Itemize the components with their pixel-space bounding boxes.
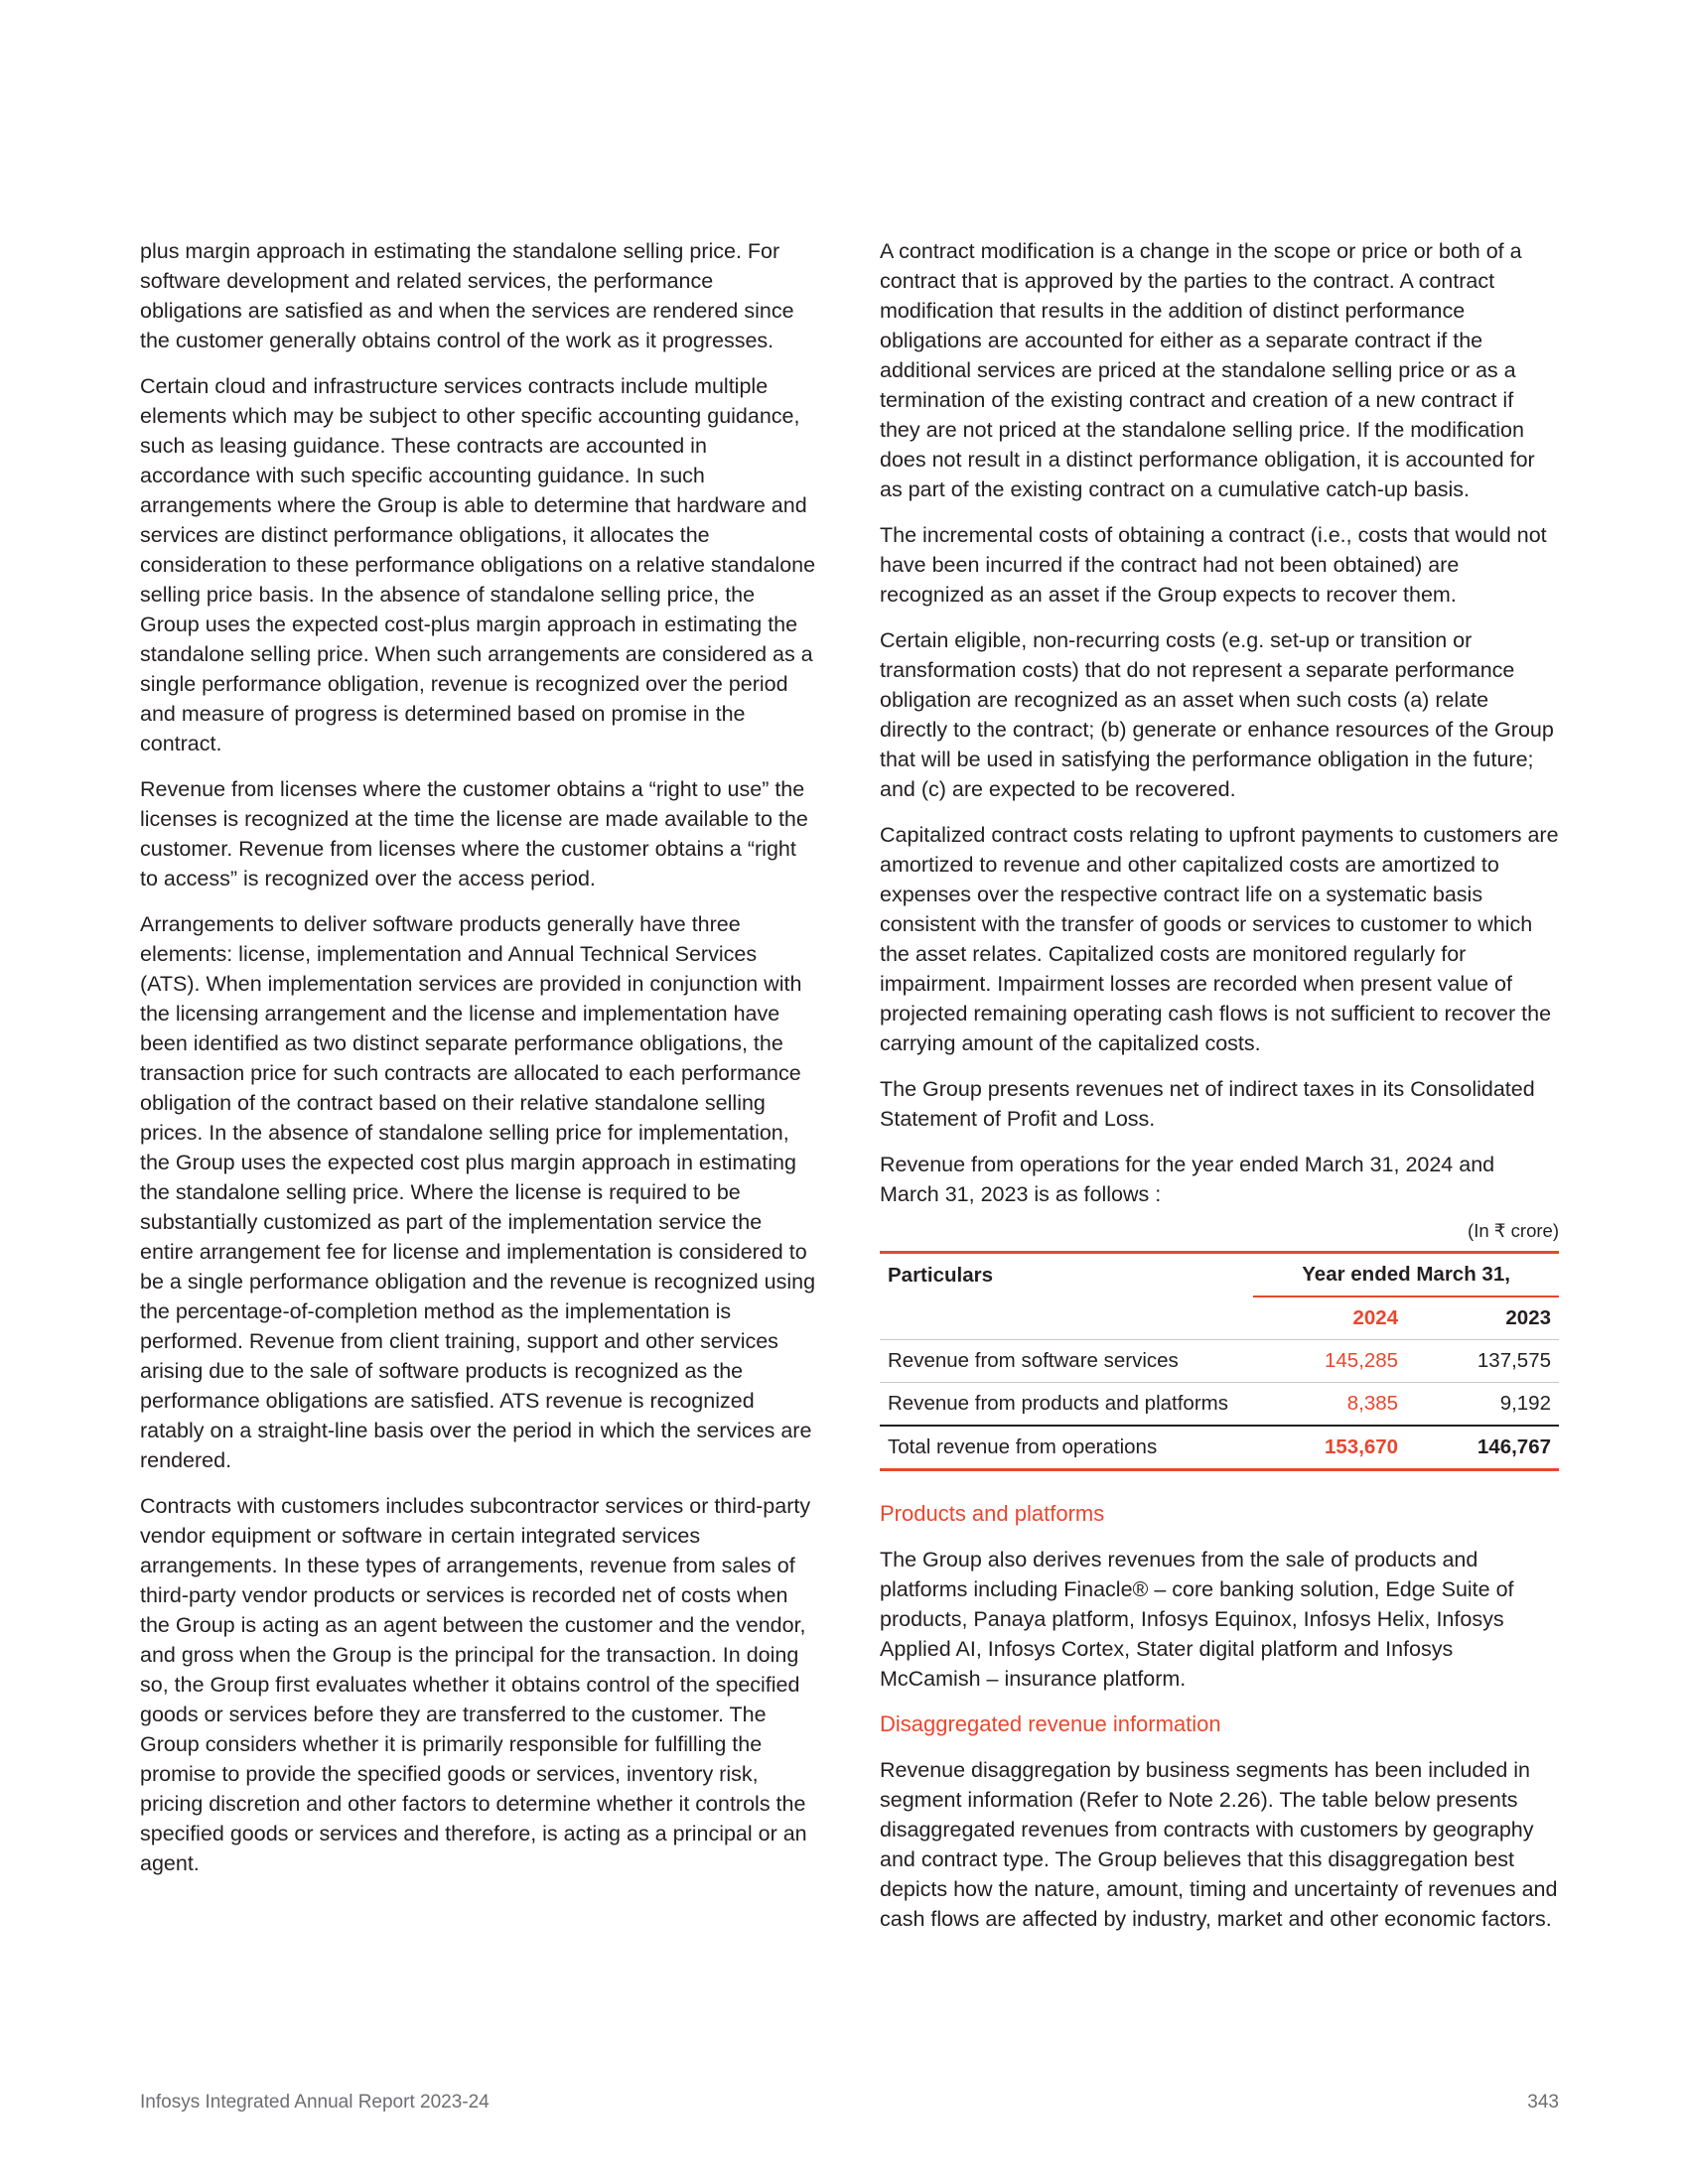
paragraph-disaggregated: Revenue disaggregation by business segments has been included in segment information (Refer to Note 2.26). The table below presents disaggregated revenues from contracts with customers by geography and contract type. The Group believes that this disaggregation best depicts how the nature, amount, timing and uncertainty of revenues and cash flows are affected by industry, market and other economic factors. — [880, 1758, 1558, 1931]
left-column — [140, 236, 818, 1894]
row-value-2023: 9,192 — [1406, 1383, 1559, 1427]
paragraph-non-recurring-costs: Certain eligible, non-recurring costs (e.g. set-up or transition or transformation costs) that do not represent a separate performance obligation are recognized as an asset when such costs (a) relate directly to the contract; (b) generate or enhance resources of the Group that will be used in satisfying the performance obligation in the future; and (c) are expected to be recovered. — [880, 628, 1554, 801]
footer-report-title: Infosys Integrated Annual Report 2023-24 — [140, 2092, 490, 2113]
total-value-2023: 146,767 — [1406, 1426, 1559, 1470]
table-header-row — [880, 1253, 1559, 1297]
row-value-2023: 137,575 — [1406, 1340, 1559, 1383]
paragraph-indirect-taxes: The Group presents revenues net of indirect taxes in its Consolidated Statement of Profit and Loss. — [880, 1077, 1535, 1131]
disaggregated-heading: Disaggregated revenue information — [880, 1711, 1221, 1736]
total-value-2024: 153,670 — [1253, 1426, 1406, 1470]
total-label: Total revenue from operations — [880, 1426, 1253, 1470]
table-unit-label: (In ₹ crore) — [1468, 1220, 1559, 1241]
col-header-2024: 2024 — [1352, 1306, 1399, 1329]
paragraph-standalone-selling-price: plus margin approach in estimating the standalone selling price. For software development and related services, the performance obligations are satisfied as and when the services are rendered since the customer generally obtains control of the work as it progresses. — [140, 239, 794, 352]
paragraph-contract-modification: A contract modification is a change in the scope or price or both of a contract that is approved by the parties to the contract. A contract modification that results in the addition of distinct performance obligations are accounted for either as a separate contract if the additional services are priced at the standalone selling price or as a termination of the existing contract and creation of a new contract if they are not priced at the standalone selling price. If the modification does not result in a distinct performance obligation, it is accounted for as part of the existing contract on a cumulative catch-up basis. — [880, 239, 1535, 501]
paragraph-subcontractor-services: Contracts with customers includes subcontractor services or third-party vendor equipment or software in certain integrated services arrangements. In these types of arrangements, revenue from sales of third-party vendor products or services is recorded net of costs when the Group is acting as an agent between the customer and the vendor, and gross when the Group is the principal for the transaction. In doing so, the Group first evaluates whether it obtains control of the specified goods or services before they are transferred to the customer. The Group considers whether it is primarily responsible for fulfilling the promise to provide the specified goods or services, inventory risk, pricing discretion and other factors to determine whether it controls the specified goods or services and therefore, is acting as a principal or an agent. — [140, 1494, 811, 1875]
row-value-2024: 8,385 — [1253, 1383, 1406, 1427]
paragraph-cloud-infrastructure: Certain cloud and infrastructure services contracts include multiple elements which may be subject to other specific accounting guidance, such as leasing guidance. These contracts are accounted in accordance with such specific accounting guidance. In such arrangements where the Group is able to determine that hardware and services are distinct performance obligations, it allocates the consideration to these performance obligations on a relative standalone selling price basis. In the absence of standalone selling price, the Group uses the expected cost-plus margin approach in estimating the standalone selling price. When such arrangements are considered as a single performance obligation, revenue is recognized over the period and measure of progress is determined based on promise in the contract. — [140, 374, 816, 755]
right-column — [880, 236, 1559, 1950]
paragraph-incremental-costs: The incremental costs of obtaining a contract (i.e., costs that would not have been incurred if the contract had not been obtained) are recognized as an asset if the Group expects to recover them. — [880, 523, 1547, 607]
row-value-2024: 145,285 — [1253, 1340, 1406, 1383]
table-total-row — [880, 1426, 1559, 1470]
row-label: Revenue from products and platforms — [880, 1383, 1253, 1427]
products-heading: Products and platforms — [880, 1501, 1105, 1526]
revenue-table — [880, 1251, 1559, 1471]
table-row — [880, 1340, 1559, 1383]
table-row — [880, 1383, 1559, 1427]
page-number: 343 — [1527, 2092, 1559, 2113]
col-header-2023: 2023 — [1505, 1306, 1551, 1329]
table-year-row — [880, 1297, 1559, 1340]
col-header-particulars: Particulars — [888, 1263, 993, 1287]
col-header-year-ended: Year ended March 31, — [1253, 1253, 1559, 1297]
paragraph-software-products: Arrangements to deliver software products generally have three elements: license, implementation and Annual Technical Services (ATS). When implementation services are provided in conjunction with the licensing arrangement and the license and implementation have been identified as two distinct separate performance obligations, the transaction price for such contracts are allocated to each performance obligation of the contract based on their relative standalone selling prices. In the absence of standalone selling price for implementation, the Group uses the expected cost plus margin approach in estimating the standalone selling price. Where the license is required to be substantially customized as part of the implementation service the entire arrangement fee for license and implementation is considered to be a single performance obligation and the revenue is recognized using the percentage-of-completion method as the implementation is performed. Revenue from client training, support and other services arising due to the sale of software products is recognized as the performance obligations are satisfied. ATS revenue is recognized ratably on a straight-line basis over the period in which the services are rendered. — [140, 912, 816, 1472]
paragraph-products: The Group also derives revenues from the sale of products and platforms including Finacle® – core banking solution, Edge Suite of products, Panaya platform, Infosys Equinox, Infosys Helix, Infosys Applied AI, Infosys Cortex, Stater digital platform and Infosys McCamish – insurance platform. — [880, 1548, 1514, 1691]
row-label: Revenue from software services — [880, 1340, 1253, 1383]
paragraph-capitalized-costs: Capitalized contract costs relating to upfront payments to customers are amortized to revenue and other capitalized costs are amortized to expenses over the respective contract life on a systematic basis consistent with the transfer of goods or services to customer to which the asset relates. Capitalized costs are monitored regularly for impairment. Impairment losses are recorded when present value of projected remaining operating cash flows is not sufficient to recover the carrying amount of the capitalized costs. — [880, 823, 1559, 1055]
paragraph-revenue-intro: Revenue from operations for the year ended March 31, 2024 and March 31, 2023 is as follows : — [880, 1153, 1495, 1206]
paragraph-licenses: Revenue from licenses where the customer obtains a “right to use” the licenses is recognized at the time the license are made available to the customer. Revenue from licenses where the customer obtains a “right to access” is recognized over the access period. — [140, 777, 808, 890]
